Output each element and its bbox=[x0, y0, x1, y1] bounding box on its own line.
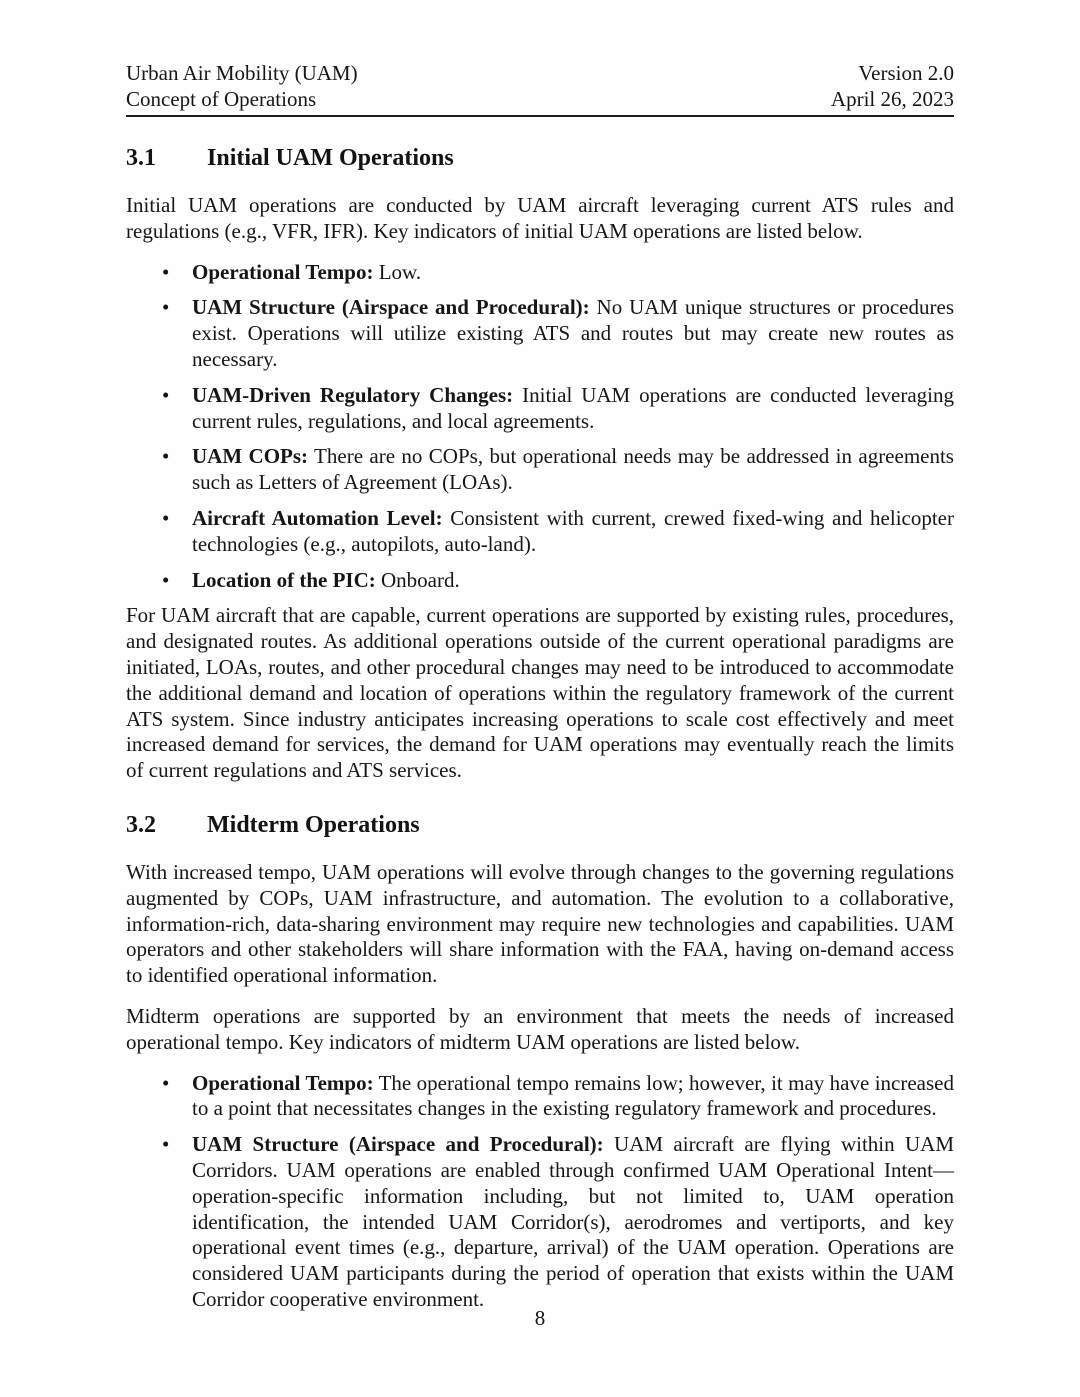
header-right-column bbox=[831, 60, 954, 112]
bullet-icon: • bbox=[162, 382, 170, 407]
header-divider bbox=[126, 115, 954, 117]
section-number: 3.2 bbox=[126, 811, 156, 838]
bullet-label: Operational Tempo: bbox=[192, 1070, 374, 1095]
section-title: Midterm Operations bbox=[207, 811, 420, 838]
paragraph-initial-closing: For UAM aircraft that are capable, current operations are supported by existing rules, procedures, and designated routes. As additional operations outside of the current operational paradigms are initiated, LOAs, routes, and other procedural changes may need to be introduced to accommodate the additional demand and location of operations within the regulatory framework of the current ATS system. Since industry anticipates increasing operations to scale cost effectively and meet increased demand for services, the demand for UAM operations may eventually reach the limits of current regulations and ATS services. bbox=[126, 603, 954, 783]
bullet-icon: • bbox=[162, 259, 170, 284]
list-item bbox=[126, 383, 954, 435]
section-heading-midterm-operations bbox=[126, 811, 954, 839]
bullet-label: UAM Structure (Airspace and Procedural): bbox=[192, 1132, 604, 1157]
header-doc-title: Urban Air Mobility (UAM) bbox=[126, 61, 358, 85]
header-version: Version 2.0 bbox=[858, 61, 954, 85]
list-item bbox=[126, 295, 954, 372]
bullet-list-initial-indicators bbox=[126, 260, 954, 594]
bullet-label: Location of the PIC: bbox=[192, 567, 376, 592]
page-content bbox=[126, 60, 954, 1323]
bullet-text: Initial UAM operations are conducted leveraging current rules, regulations, and local agreements. bbox=[192, 382, 955, 433]
section-number: 3.1 bbox=[126, 145, 156, 171]
bullet-label: Operational Tempo: bbox=[192, 259, 374, 284]
bullet-text: Low. bbox=[378, 259, 422, 284]
bullet-text: There are no COPs, but operational needs may be addressed in agreements such as Letters of Agreement (LOAs). bbox=[192, 444, 954, 495]
header-date: April 26, 2023 bbox=[830, 87, 954, 111]
bullet-label: UAM Structure (Airspace and Procedural): bbox=[192, 295, 590, 320]
bullet-text: Consistent with current, crewed fixed-wing and helicopter technologies (e.g., autopilots, auto-land). bbox=[192, 505, 954, 556]
bullet-text: UAM aircraft are flying within UAM Corridors. UAM operations are enabled through confirmed UAM Operational Intent—operation-specific information including, but not limited to, UAM operation identification, the intended UAM Corridor(s), aerodromes and vertiports, and key operational event times (e.g., departure, arrival) of the UAM operation. Operations are considered UAM participants during the period of operation that exists within the UAM Corridor cooperative environment. bbox=[192, 1132, 954, 1311]
paragraph-midterm-environment: Midterm operations are supported by an environment that meets the needs of increased operational tempo. Key indicators of midterm UAM operations are listed below. bbox=[126, 1003, 954, 1054]
bullet-icon: • bbox=[162, 444, 170, 469]
bullet-label: UAM-Driven Regulatory Changes: bbox=[192, 382, 514, 407]
list-item bbox=[126, 444, 954, 496]
section-title: Initial UAM Operations bbox=[207, 145, 454, 171]
bullet-icon: • bbox=[162, 1132, 170, 1157]
list-item bbox=[126, 1071, 954, 1123]
bullet-icon: • bbox=[162, 1070, 170, 1095]
bullet-text: No UAM unique structures or procedures exist. Operations will utilize existing ATS and routes but may create new routes as necessary. bbox=[192, 295, 954, 371]
bullet-text: Onboard. bbox=[380, 567, 460, 592]
page-footer bbox=[0, 1306, 1080, 1331]
list-item bbox=[126, 260, 954, 286]
page-number: 8 bbox=[534, 1306, 546, 1330]
header-left-column bbox=[126, 60, 358, 112]
bullet-icon: • bbox=[162, 505, 170, 530]
bullet-text: The operational tempo remains low; however, it may have increased to a point that necessitates changes in the existing regulatory framework and procedures. bbox=[192, 1070, 954, 1121]
bullet-label: Aircraft Automation Level: bbox=[192, 505, 443, 530]
list-item bbox=[126, 1132, 954, 1313]
paragraph-midterm-evolution: With increased tempo, UAM operations will evolve through changes to the governing regulations augmented by COPs, UAM infrastructure, and automation. The evolution to a collaborative, information-rich, data-sharing environment may require new technologies and capabilities. UAM operators and other stakeholders will share information with the FAA, having on-demand access to identified operational information. bbox=[126, 859, 954, 988]
paragraph-initial-intro: Initial UAM operations are conducted by UAM aircraft leveraging current ATS rules and regulations (e.g., VFR, IFR). Key indicators of initial UAM operations are listed below. bbox=[126, 193, 954, 243]
header-doc-subtitle: Concept of Operations bbox=[126, 87, 317, 111]
bullet-label: UAM COPs: bbox=[192, 444, 309, 469]
page-header bbox=[126, 60, 954, 112]
list-item bbox=[126, 568, 954, 594]
bullet-icon: • bbox=[162, 567, 170, 592]
section-heading-initial-uam-operations bbox=[126, 144, 954, 172]
bullet-list-midterm-indicators bbox=[126, 1071, 954, 1313]
list-item bbox=[126, 506, 954, 558]
bullet-icon: • bbox=[162, 295, 170, 320]
